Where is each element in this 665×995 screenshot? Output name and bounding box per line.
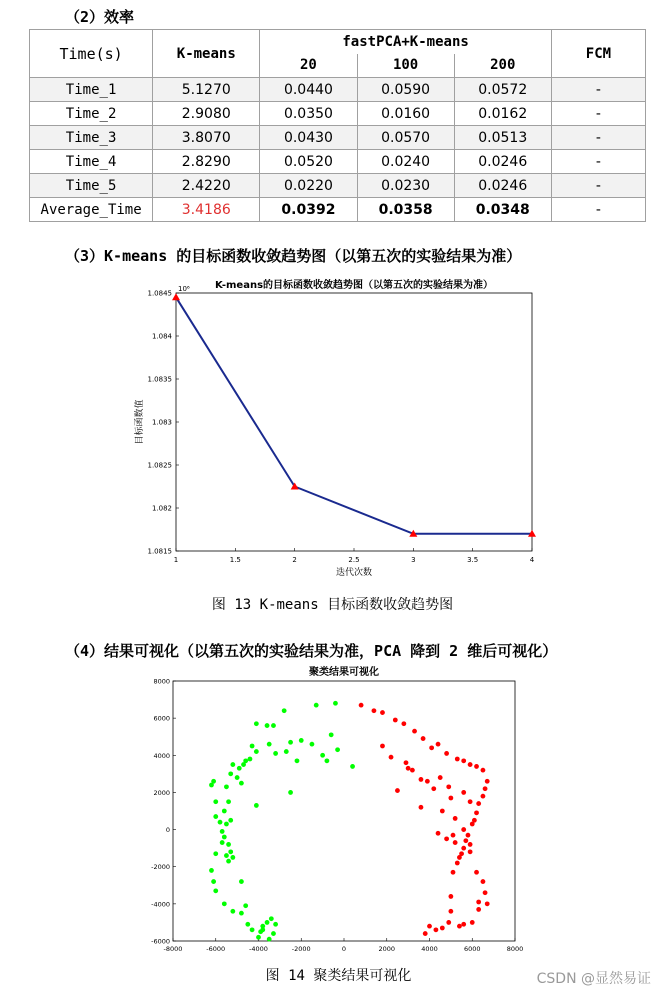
fastpca-20-time: 0.0430 [260,126,357,150]
green-cluster-point [245,922,250,927]
table-row [30,78,646,102]
red-cluster-point [372,708,377,713]
green-cluster-point [329,732,334,737]
green-cluster-point [228,849,233,854]
green-cluster-point [288,740,293,745]
red-cluster-point [448,909,453,914]
y-tick-label: 0 [165,826,170,835]
red-cluster-point [429,745,434,750]
x-tick-label: 3.5 [467,556,479,564]
red-cluster-point [481,768,486,773]
row-label: Time_4 [30,150,153,174]
x-tick-label: 1 [173,556,179,564]
red-cluster-point [470,920,475,925]
header-sub-200: 200 [454,54,551,78]
green-cluster-point [239,781,244,786]
header-fastpca: fastPCA+K-means [260,30,551,54]
red-cluster-point [453,840,458,845]
red-cluster-point [359,703,364,708]
table-row [30,150,646,174]
red-cluster-point [485,779,490,784]
red-cluster-point [474,764,479,769]
fastpca-20-time: 0.0520 [260,150,357,174]
green-cluster-point [224,853,229,858]
x-axis-label: 迭代次数 [335,568,373,578]
red-cluster-point [380,744,385,749]
red-cluster-point [451,833,456,838]
red-cluster-point [436,742,441,747]
green-cluster-point [213,888,218,893]
red-cluster-point [401,721,406,726]
green-cluster-point [250,744,255,749]
y-tick-label: 6000 [153,714,170,723]
y-tick-label: 1.0825 [147,461,172,470]
header-sub-100: 100 [357,54,454,78]
red-cluster-point [481,879,486,884]
red-cluster-point [421,736,426,741]
green-cluster-point [267,742,272,747]
fcm-average-time: - [551,198,645,222]
green-cluster-point [250,927,255,932]
table-row-average [30,198,646,222]
red-cluster-point [425,779,430,784]
green-cluster-point [260,927,265,932]
x-tick-label: 4 [529,556,535,564]
red-cluster-point [461,846,466,851]
green-cluster-point [211,879,216,884]
green-cluster-point [350,764,355,769]
green-cluster-point [230,762,235,767]
green-cluster-point [239,911,244,916]
red-cluster-point [427,924,432,929]
y-tick-label: 8000 [153,677,170,686]
y-tick-label: 1.082 [151,504,172,513]
green-cluster-point [267,937,272,942]
green-cluster-point [213,799,218,804]
green-cluster-point [228,771,233,776]
green-cluster-point [226,842,231,847]
red-cluster-point [468,762,473,767]
red-cluster-point [423,931,428,936]
row-label: Time_5 [30,174,153,198]
red-cluster-point [483,890,488,895]
red-cluster-point [395,788,400,793]
red-cluster-point [474,810,479,815]
kmeans-time: 3.8070 [153,126,260,150]
red-cluster-point [440,809,445,814]
red-cluster-point [466,833,471,838]
red-cluster-point [481,794,486,799]
row-label: Average_Time [30,198,153,222]
y-axis-label: 目标函数值 [135,399,145,445]
scatter-chart-title: 聚类结果可视化 [309,667,379,678]
cluster-scatter-chart [140,662,530,958]
fcm-time: - [551,150,645,174]
green-cluster-point [211,779,216,784]
x-tick-label: -8000 [163,945,183,953]
green-cluster-point [248,757,253,762]
green-cluster-point [335,747,340,752]
kmeans-average-time: 3.4186 [153,198,260,222]
x-tick-label: 2000 [378,945,396,953]
x-tick-label: 2.5 [348,556,360,564]
figure-13-caption: 图 13 K-means 目标函数收敛趋势图 [211,597,454,613]
red-cluster-point [453,816,458,821]
convergence-chart [120,270,560,585]
red-cluster-point [457,924,462,929]
green-cluster-point [269,916,274,921]
row-label: Time_3 [30,126,153,150]
fastpca-200-time: 0.0162 [454,102,551,126]
header-sub-20: 20 [260,54,357,78]
table-row [30,102,646,126]
green-cluster-point [299,738,304,743]
x-tick-label: 3 [411,556,416,564]
y-tick-label: -2000 [151,863,170,872]
convergence-chart-title: K-means的目标函数收敛趋势图（以第五次的实验结果为准） [214,280,494,291]
fcm-time: - [551,78,645,102]
green-cluster-point [265,723,270,728]
red-cluster-point [431,786,436,791]
green-cluster-point [273,922,278,927]
y-tick-label: 4000 [153,751,170,760]
green-cluster-point [284,749,289,754]
red-cluster-point [457,855,462,860]
x-tick-label: 8000 [506,945,524,953]
x-tick-label: 2 [292,556,297,564]
green-cluster-point [314,703,319,708]
green-cluster-point [271,723,276,728]
red-cluster-point [448,894,453,899]
fcm-time: - [551,102,645,126]
table-row [30,126,646,150]
red-cluster-point [436,831,441,836]
green-cluster-point [273,751,278,756]
y-tick-label: 1.083 [151,418,172,427]
row-label: Time_1 [30,78,153,102]
green-cluster-point [224,784,229,789]
fastpca-100-time: 0.0240 [357,150,454,174]
y-tick-label: 2000 [153,788,170,797]
red-cluster-point [444,836,449,841]
red-cluster-point [448,796,453,801]
red-cluster-point [461,922,466,927]
green-cluster-point [325,758,330,763]
section-heading-efficiency: （2）效率 [65,8,135,26]
figure-14-caption: 图 14 聚类结果可视化 [265,968,412,984]
green-cluster-point [222,809,227,814]
fastpca-100-time: 0.0570 [357,126,454,150]
x-tick-label: 4000 [421,945,438,953]
y-tick-label: 1.0815 [147,547,172,556]
red-cluster-point [461,758,466,763]
kmeans-time: 5.1270 [153,78,260,102]
red-cluster-point [404,760,409,765]
x-tick-label: 1.5 [229,556,241,564]
green-cluster-point [226,859,231,864]
red-cluster-point [406,766,411,771]
red-cluster-point [419,777,424,782]
fastpca-20-time: 0.0350 [260,102,357,126]
green-cluster-point [222,901,227,906]
y-tick-label: 1.084 [151,332,172,341]
y-tick-label: -6000 [151,937,170,946]
green-cluster-point [310,742,315,747]
fastpca-100-time: 0.0230 [357,174,454,198]
fastpca-100-average-time: 0.0358 [357,198,454,222]
fastpca-100-time: 0.0160 [357,102,454,126]
red-cluster-point [412,729,417,734]
fastpca-20-time: 0.0440 [260,78,357,102]
green-cluster-point [220,840,225,845]
fastpca-200-average-time: 0.0348 [454,198,551,222]
fastpca-100-time: 0.0590 [357,78,454,102]
red-cluster-point [410,768,415,773]
red-cluster-point [451,870,456,875]
red-cluster-point [476,907,481,912]
green-cluster-point [243,903,248,908]
fastpca-20-time: 0.0220 [260,174,357,198]
green-cluster-point [282,708,287,713]
green-cluster-point [320,753,325,758]
green-cluster-point [265,920,270,925]
green-cluster-point [254,749,259,754]
fastpca-200-time: 0.0513 [454,126,551,150]
red-cluster-point [483,786,488,791]
red-cluster-point [434,927,439,932]
header-fcm: FCM [551,30,645,78]
red-cluster-point [446,784,451,789]
red-cluster-point [444,751,449,756]
red-cluster-point [461,827,466,832]
green-cluster-point [271,931,276,936]
red-cluster-point [476,900,481,905]
green-cluster-point [224,822,229,827]
fastpca-200-time: 0.0246 [454,150,551,174]
green-cluster-point [288,790,293,795]
red-cluster-point [440,926,445,931]
red-cluster-point [476,801,481,806]
green-cluster-point [243,758,248,763]
x-tick-label: 6000 [463,945,481,953]
red-cluster-point [438,775,443,780]
x-tick-label: -2000 [291,945,311,953]
red-cluster-point [468,842,473,847]
green-cluster-point [213,851,218,856]
green-cluster-point [220,829,225,834]
red-cluster-point [474,870,479,875]
fcm-time: - [551,126,645,150]
green-cluster-point [235,775,240,780]
red-cluster-point [455,861,460,866]
green-cluster-point [237,766,242,771]
red-cluster-point [380,710,385,715]
header-kmeans: K-means [153,30,260,78]
red-cluster-point [461,790,466,795]
red-cluster-point [468,849,473,854]
red-cluster-point [419,805,424,810]
green-cluster-point [239,879,244,884]
fastpca-200-time: 0.0246 [454,174,551,198]
fcm-time: - [551,174,645,198]
x-tick-label: 0 [341,945,347,953]
green-cluster-point [228,818,233,823]
fastpca-200-time: 0.0572 [454,78,551,102]
y-tick-label: 1.0845 [147,289,172,298]
efficiency-table [29,29,646,222]
green-cluster-point [254,721,259,726]
red-cluster-point [455,757,460,762]
red-cluster-point [393,718,398,723]
fastpca-20-average-time: 0.0392 [260,198,357,222]
y-exponent-label: 10⁶ [178,285,190,293]
red-cluster-point [470,822,475,827]
row-label: Time_2 [30,102,153,126]
green-cluster-point [218,820,223,825]
section-heading-convergence: （3）K-means 的目标函数收敛趋势图（以第五次的实验结果为准） [65,247,522,265]
csdn-watermark: CSDN @显然易证 [536,971,651,987]
section-heading-visualization: （4）结果可视化（以第五次的实验结果为准，PCA 降到 2 维后可视化） [65,642,558,660]
green-cluster-point [295,758,300,763]
green-cluster-point [254,803,259,808]
kmeans-time: 2.4220 [153,174,260,198]
green-cluster-point [222,835,227,840]
red-cluster-point [485,901,490,906]
red-cluster-point [463,838,468,843]
x-tick-label: -6000 [206,945,226,953]
green-cluster-point [256,935,261,940]
kmeans-time: 2.8290 [153,150,260,174]
green-cluster-point [230,909,235,914]
green-cluster-point [230,855,235,860]
table-row [30,174,646,198]
red-cluster-point [389,755,394,760]
red-cluster-point [468,799,473,804]
kmeans-time: 2.9080 [153,102,260,126]
green-cluster-point [333,701,338,706]
green-cluster-point [213,814,218,819]
x-tick-label: -4000 [249,945,268,953]
convergence-plot-area [176,293,532,551]
green-cluster-point [209,868,214,873]
red-cluster-point [446,920,451,925]
y-tick-label: 1.0835 [147,375,172,384]
green-cluster-point [226,799,231,804]
header-time: Time(s) [30,30,153,78]
y-tick-label: -4000 [151,900,170,909]
